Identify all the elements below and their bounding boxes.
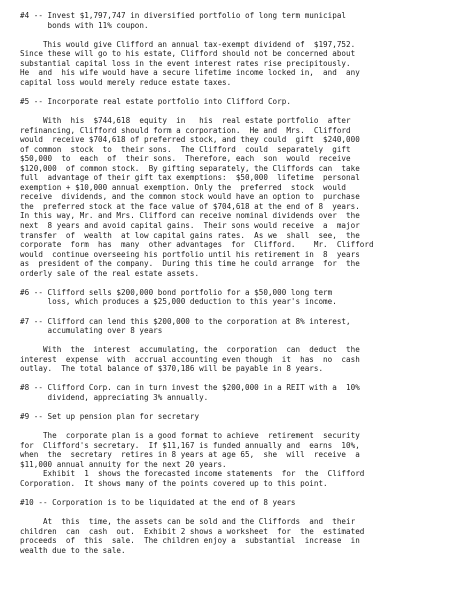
text-line: would receive $704,618 of preferred stock, and they could gift $240,000 bbox=[20, 135, 360, 145]
text-line: wealth due to the sale. bbox=[20, 545, 126, 555]
text-line: Exhibit 1 shows the forecasted income statements for the Clifford bbox=[20, 469, 365, 479]
text-line: proceeds of this sale. The children enjoy a substantial increase in bbox=[20, 536, 360, 546]
paragraph bbox=[20, 345, 449, 374]
text-line: Corporation. It shows many of the points covered up to this point. bbox=[20, 478, 328, 488]
paragraph bbox=[20, 116, 449, 278]
text-line: #10 -- Corporation is to be liquidated at the end of 8 years bbox=[20, 497, 296, 507]
paragraph-gap bbox=[20, 488, 449, 498]
text-line: when the secretary retires in 8 years at age 65, she will receive a bbox=[20, 450, 360, 460]
text-line: #4 -- Invest $1,797,747 in diversified portfolio of long term municipal bbox=[20, 11, 347, 20]
paragraph-gap bbox=[20, 422, 449, 432]
text-line: bonds with 11% coupon. bbox=[20, 20, 149, 30]
text-line: accumulating over 8 years bbox=[20, 326, 163, 336]
paragraph-gap bbox=[20, 278, 449, 288]
paragraph bbox=[20, 412, 449, 422]
paragraph-gap bbox=[20, 336, 449, 346]
paragraph bbox=[20, 317, 449, 336]
text-line: With his $744,618 equity in his real estate portfolio after bbox=[20, 116, 351, 126]
text-line: With the interest accumulating, the corporation can deduct the bbox=[20, 345, 360, 355]
text-line: $11,000 annual annuity for the next 20 years. bbox=[20, 459, 227, 469]
text-line: The corporate plan is a good format to achieve retirement security bbox=[20, 431, 360, 441]
paragraph-gap bbox=[20, 106, 449, 116]
text-line: next 8 years and avoid capital gains. Their sons would receive a major bbox=[20, 221, 360, 231]
text-line: outlay. The total balance of $370,186 will be payable in 8 years. bbox=[20, 364, 324, 374]
text-line: loss, which produces a $25,000 deduction to this year's income. bbox=[20, 297, 337, 307]
paragraph bbox=[20, 40, 449, 88]
text-line: orderly sale of the real estate assets. bbox=[20, 268, 200, 278]
text-line: $50,000 to each of their sons. Therefore, each son would receive bbox=[20, 154, 351, 164]
text-line: #6 -- Clifford sells $200,000 bond portfolio for a $50,000 long term bbox=[20, 287, 333, 297]
text-line: corporate form has many other advantages for Clifford. Mr. Clifford bbox=[20, 240, 374, 250]
text-line: #7 -- Clifford can lend this $200,000 to the corporation at 8% interest, bbox=[20, 316, 351, 326]
text-line: In this way, Mr. and Mrs. Clifford can receive nominal dividends over the bbox=[20, 211, 360, 221]
text-line: Since these will go to his estate, Clifford should not be concerned about bbox=[20, 49, 356, 59]
text-line: full advantage of their gift tax exemptions: $50,000 lifetime personal bbox=[20, 173, 360, 183]
text-line: exemption + $10,000 annual exemption. Only the preferred stock would bbox=[20, 182, 347, 192]
text-line: as president of the company. During this time he could arrange for the bbox=[20, 259, 360, 269]
text-line: dividend, appreciating 3% annually. bbox=[20, 392, 209, 402]
text-line: capital loss would merely reduce estate taxes. bbox=[20, 77, 232, 87]
paragraph-gap bbox=[20, 87, 449, 97]
paragraph bbox=[20, 498, 449, 508]
paragraph-gap bbox=[20, 374, 449, 384]
text-line: This would give Clifford an annual tax-exempt dividend of $197,752. bbox=[20, 39, 356, 49]
text-line: At this time, the assets can be sold and the Cliffords and their bbox=[20, 516, 356, 526]
text-line: children can cash out. Exhibit 2 shows a worksheet for the estimated bbox=[20, 526, 365, 536]
text-line: transfer of wealth at low capital gains rates. As we shall see, the bbox=[20, 230, 360, 240]
text-line: He and his wife would have a secure lifetime income locked in, and any bbox=[20, 68, 360, 78]
text-line: substantial capital loss in the event interest rates rise precipitously. bbox=[20, 58, 351, 68]
text-line: #9 -- Set up pension plan for secretary bbox=[20, 411, 200, 421]
paragraph-gap bbox=[20, 30, 449, 40]
text-line: $120,000 of common stock. By gifting separately, the Cliffords can take bbox=[20, 163, 360, 173]
paragraph bbox=[20, 11, 449, 30]
paragraph bbox=[20, 431, 449, 488]
text-line: for Clifford's secretary. If $11,167 is funded annually and earns 10%, bbox=[20, 440, 360, 450]
text-line: of common stock to their sons. The Clifford could separately gift bbox=[20, 144, 351, 154]
paragraph-gap bbox=[20, 402, 449, 412]
paragraph bbox=[20, 288, 449, 307]
text-line: #5 -- Incorporate real estate portfolio into Clifford Corp. bbox=[20, 96, 291, 106]
text-line: receive dividends, and the common stock would have an option to purchase bbox=[20, 192, 360, 202]
text-line: refinancing, Clifford should form a corporation. He and Mrs. Clifford bbox=[20, 125, 351, 135]
text-line: #8 -- Clifford Corp. can in turn invest the $200,000 in a REIT with a 10% bbox=[20, 383, 360, 393]
paragraph-gap bbox=[20, 507, 449, 517]
paragraph bbox=[20, 97, 449, 107]
paragraph bbox=[20, 383, 449, 402]
text-line: interest expense with accrual accounting even though it has no cash bbox=[20, 354, 360, 364]
text-line: the preferred stock at the face value of $704,618 at the end of 8 years. bbox=[20, 201, 360, 211]
paragraph-gap bbox=[20, 307, 449, 317]
text-line: would continue overseeing his portfolio until his retirement in 8 years bbox=[20, 249, 360, 259]
paragraph bbox=[20, 517, 449, 555]
